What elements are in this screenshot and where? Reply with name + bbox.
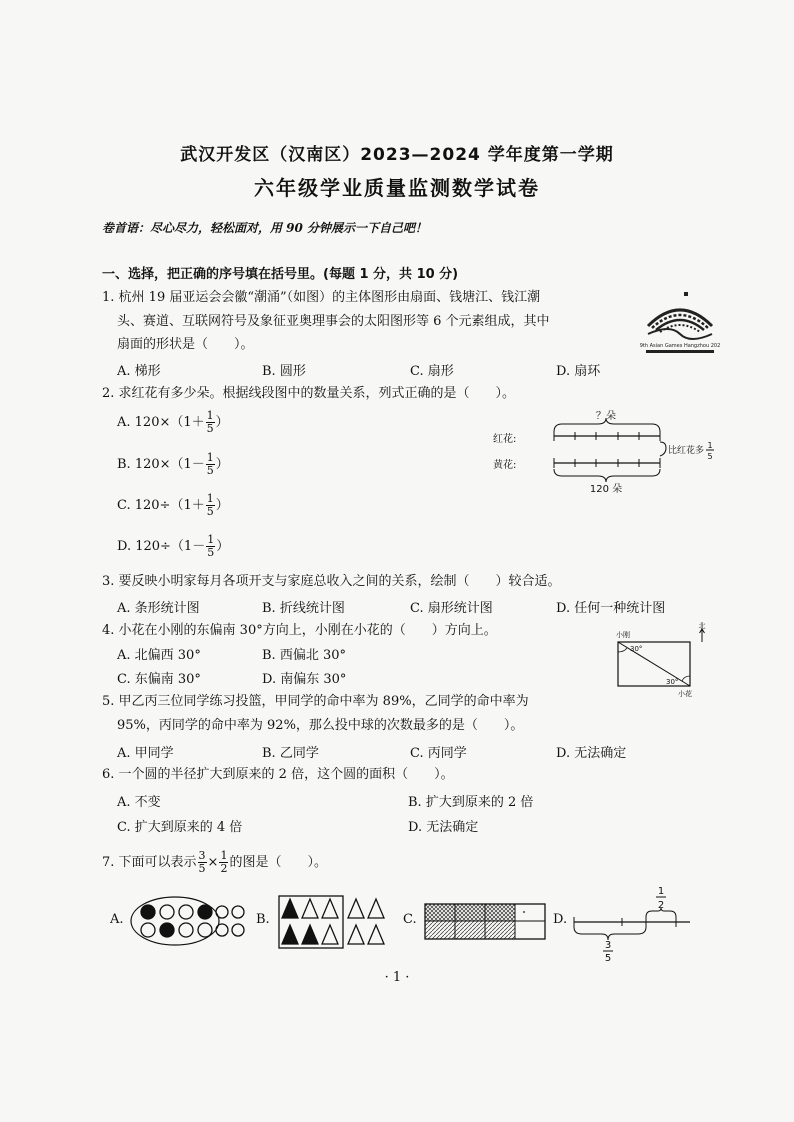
q2-segment-diagram bbox=[488, 406, 718, 496]
q5-option-b: B. 乙同学 bbox=[262, 746, 319, 761]
q2-a-pre: A. 120×（1＋ bbox=[117, 415, 205, 430]
q3-option-b: B. 折线统计图 bbox=[262, 601, 345, 616]
q7-f1-num: 3 bbox=[198, 849, 206, 862]
q3-option-d: D. 任何一种统计图 bbox=[556, 601, 666, 616]
q2-compare-text: 比红花多 bbox=[668, 446, 705, 456]
q5-line2: 95%，丙同学的命中率为 92%，那么投中球的次数最多的是（ ）。 bbox=[117, 718, 524, 733]
q2-a-fraction bbox=[206, 410, 215, 435]
q6-stem: 6. 一个圆的半径扩大到原来的 2 倍，这个圆的面积（ ）。 bbox=[102, 767, 454, 782]
q2-total-label: 120 朵 bbox=[589, 484, 623, 495]
q2-b-num: 1 bbox=[206, 451, 214, 464]
q6-option-d: D. 无法确定 bbox=[408, 820, 479, 835]
q7-times: × bbox=[207, 855, 219, 870]
q7-label-d: D. bbox=[553, 912, 568, 927]
q4-option-c: C. 东偏南 30° bbox=[117, 672, 201, 687]
q7-d-bottom-den: 5 bbox=[604, 953, 612, 964]
q5-option-c: C. 丙同学 bbox=[410, 746, 467, 761]
north-label: 北 bbox=[698, 622, 706, 630]
q1-line3: 扇面的形状是（ ）。 bbox=[117, 337, 254, 352]
q2-compare-den: 5 bbox=[707, 452, 713, 461]
q5-option-a: A. 甲同学 bbox=[117, 746, 174, 761]
q2-b-pre: B. 120×（1－ bbox=[117, 457, 205, 472]
q1-option-d: D. 扇环 bbox=[556, 364, 601, 379]
q1-line1: 1. 杭州 19 届亚运会会徽“潮涌”（如图）的主体图形由扇面、钱塘江、钱江潮 bbox=[102, 290, 541, 305]
q7-label-b: B. bbox=[256, 912, 270, 927]
section-1-heading: 一、选择，把正确的序号填在括号里。(每题 1 分，共 10 分) bbox=[102, 267, 459, 282]
q2-c-pre: C. 120÷（1＋ bbox=[117, 498, 205, 513]
q2-yellow-label: 黄花: bbox=[493, 460, 517, 471]
q7-option-d-figure bbox=[572, 884, 692, 964]
q3-option-c: C. 扇形统计图 bbox=[410, 601, 493, 616]
q1-line2: 头、赛道、互联网符号及象征亚奥理事会的太阳图形等 6 个元素组成，其中 bbox=[117, 314, 550, 329]
q6-option-b: B. 扩大到原来的 2 倍 bbox=[408, 795, 534, 810]
q2-option-d bbox=[117, 534, 229, 559]
q2-option-b bbox=[117, 452, 229, 477]
q7-option-c-figure bbox=[424, 903, 546, 941]
q4-option-b: B. 西偏北 30° bbox=[262, 648, 346, 663]
q7-d-top-den: 2 bbox=[657, 900, 665, 911]
q7-f2-num: 1 bbox=[220, 849, 228, 862]
q4-stem: 4. 小花在小刚的东偏南 30°方向上，小刚在小花的（ ）方向上。 bbox=[102, 623, 497, 638]
q7-d-top-num: 1 bbox=[657, 886, 665, 897]
q7-pre: 7. 下面可以表示 bbox=[102, 855, 197, 870]
q2-d-num: 1 bbox=[207, 533, 215, 546]
q2-red-label: 红花: bbox=[493, 434, 517, 445]
q7-label-a: A. bbox=[110, 912, 124, 927]
q2-stem: 2. 求红花有多少朵。根据线段图中的数量关系，列式正确的是（ ）。 bbox=[102, 386, 516, 401]
q4-bottom-label: 小花 bbox=[678, 690, 692, 698]
exam-title-line2: 六年级学业质量监测数学试卷 bbox=[254, 176, 540, 200]
logo-caption: 19th Asian Games Hangzhou 2022 bbox=[640, 343, 720, 349]
q4-angle-bottom: 30° bbox=[666, 678, 679, 686]
q7-option-b-figure bbox=[278, 895, 388, 949]
q6-option-c: C. 扩大到原来的 4 倍 bbox=[117, 820, 243, 835]
q2-d-den: 5 bbox=[207, 546, 215, 559]
page-number: · 1 · bbox=[384, 970, 410, 985]
q4-top-label: 小刚 bbox=[616, 631, 630, 639]
q4-option-a: A. 北偏西 30° bbox=[117, 648, 201, 663]
q2-c-post: ） bbox=[215, 498, 229, 513]
q7-label-c: C. bbox=[403, 912, 417, 927]
q2-d-fraction bbox=[206, 534, 215, 559]
exam-motto: 卷首语：尽心尽力，轻松面对，用 90 分钟展示一下自己吧！ bbox=[102, 221, 428, 235]
q2-a-den: 5 bbox=[206, 422, 214, 435]
q2-d-pre: D. 120÷（1－ bbox=[117, 539, 206, 554]
q7-f1-den: 5 bbox=[198, 862, 206, 875]
q2-a-post: ） bbox=[215, 415, 229, 430]
q7-fraction-1 bbox=[198, 850, 207, 875]
q5-line1: 5. 甲乙丙三位同学练习投篮，甲同学的命中率为 89%，乙同学的命中率为 bbox=[102, 694, 529, 709]
q1-option-a: A. 梯形 bbox=[117, 364, 161, 379]
q2-b-post: ） bbox=[215, 457, 229, 472]
q3-stem: 3. 要反映小明家每月各项开支与家庭总收入之间的关系，绘制（ ）较合适。 bbox=[102, 574, 561, 589]
q2-option-a bbox=[117, 410, 229, 435]
q5-option-d: D. 无法确定 bbox=[556, 746, 627, 761]
exam-title-line1: 武汉开发区（汉南区）2023—2024 学年度第一学期 bbox=[180, 145, 614, 165]
q4-option-d: D. 南偏东 30° bbox=[262, 672, 347, 687]
q4-direction-diagram bbox=[610, 618, 710, 700]
q2-option-c bbox=[117, 493, 229, 518]
q7-option-a-figure bbox=[130, 895, 250, 947]
q7-f2-den: 2 bbox=[220, 862, 228, 875]
tide-emblem-icon bbox=[640, 288, 720, 358]
q7-fraction-2 bbox=[219, 850, 228, 875]
q2-c-num: 1 bbox=[206, 492, 214, 505]
q7-d-bottom-num: 3 bbox=[604, 940, 612, 951]
q2-d-post: ） bbox=[216, 539, 230, 554]
q4-angle-top: 30° bbox=[630, 645, 643, 653]
q7-post: 的图是（ ）。 bbox=[229, 855, 327, 870]
q2-c-den: 5 bbox=[206, 505, 214, 518]
q1-option-b: B. 圆形 bbox=[262, 364, 306, 379]
q2-a-num: 1 bbox=[206, 409, 214, 422]
q1-option-c: C. 扇形 bbox=[410, 364, 454, 379]
q2-c-fraction bbox=[206, 493, 215, 518]
asian-games-logo bbox=[640, 288, 720, 358]
q3-option-a: A. 条形统计图 bbox=[117, 601, 200, 616]
q2-b-fraction bbox=[206, 452, 215, 477]
q7-stem bbox=[102, 848, 327, 878]
q6-option-a: A. 不变 bbox=[117, 795, 161, 810]
q2-b-den: 5 bbox=[206, 464, 214, 477]
q2-compare-num: 1 bbox=[707, 441, 713, 450]
q2-unknown-label: ？朵 bbox=[596, 411, 616, 422]
